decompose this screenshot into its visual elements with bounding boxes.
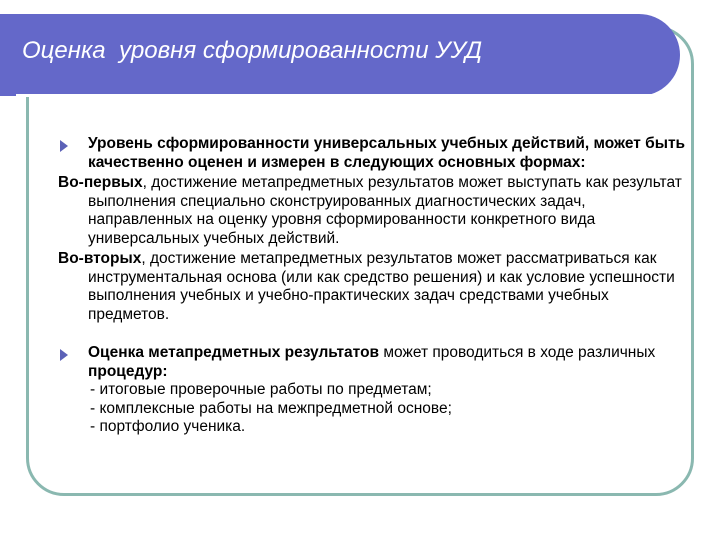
paragraph-first <box>58 174 688 248</box>
title-divider <box>16 94 668 97</box>
sub-item: - комплексные работы на межпредметной основе; <box>90 399 452 417</box>
bullet-arrow-icon <box>60 349 68 361</box>
slide-title: Оценка уровня сформированности УУД <box>22 37 483 64</box>
assessment-bold: Оценка метапредметных результатов <box>88 344 380 361</box>
sub-item: - итоговые проверочные работы по предметам; <box>90 381 432 398</box>
first-text: , достижение метапредметных результатов может выступать как результат выполнения специально сконструированных диагностических задач, направленных на оценку уровня сформированности конкретного вида универсальных учебных действий. <box>88 174 682 247</box>
bullet-text: Уровень сформированности универсальных учебных действий, может быть качественно оценен и измерен в следующих основных формах: <box>88 135 686 171</box>
second-lead: Во-вторых <box>58 250 142 267</box>
bullet-item-levels <box>58 135 688 172</box>
bullet-item-assessment <box>58 344 688 437</box>
assessment-text: может проводиться в ходе различных <box>379 344 656 361</box>
paragraph-second <box>58 250 688 324</box>
slide-content <box>58 135 688 439</box>
bullet-arrow-icon <box>60 140 68 152</box>
sub-item: - портфолио ученика. <box>90 418 246 435</box>
second-text: , достижение метапредметных результатов может рассматриваться как инструментальная основа (или как средство решения) и как условие успешности выполнения учебных и учебно-практических задач средствами учебных предметов. <box>88 250 675 323</box>
first-lead: Во-первых <box>58 174 143 191</box>
procedures-bold: процедур: <box>88 362 168 380</box>
